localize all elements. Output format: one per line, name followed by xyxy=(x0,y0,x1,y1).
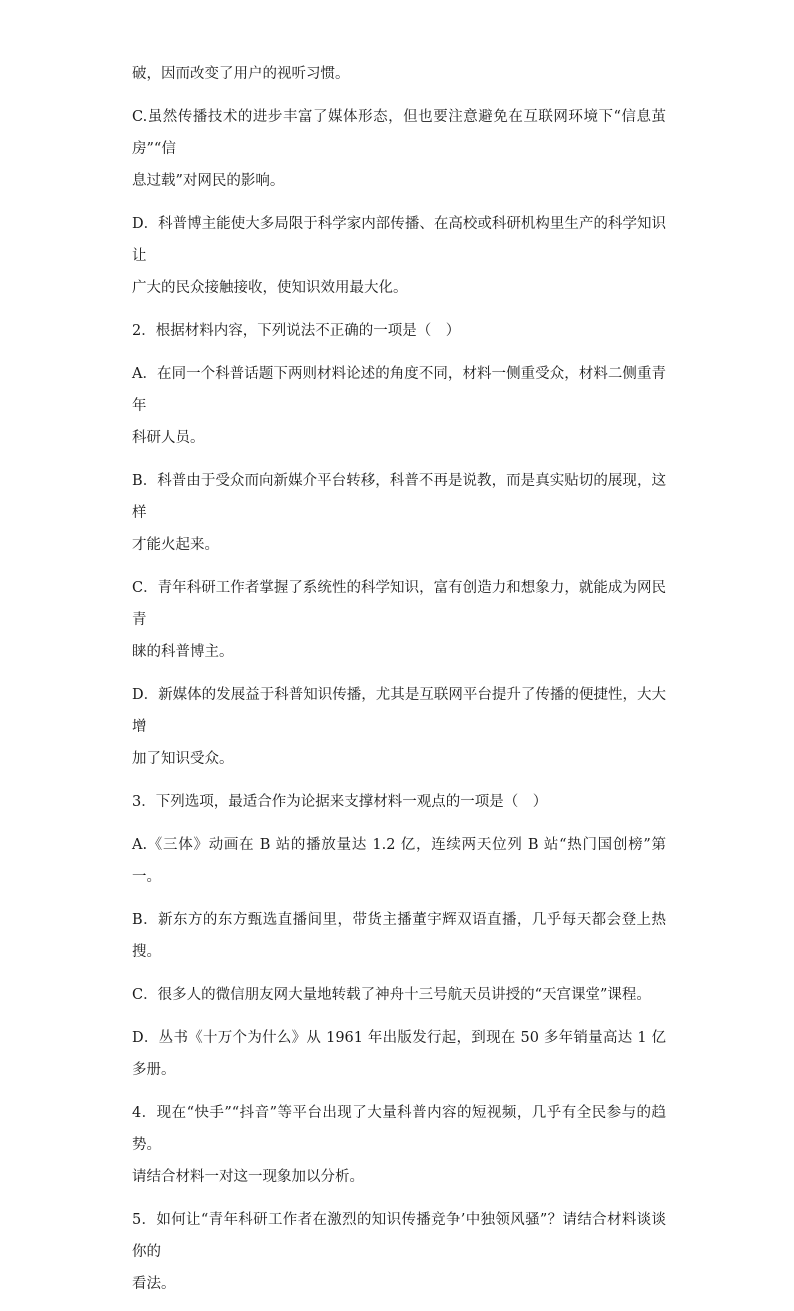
question-2-stem xyxy=(132,315,666,347)
text-line: A．在同一个科普话题下两则材料论述的角度不同，材料一侧重受众，材料二侧重青年 xyxy=(132,366,666,414)
text-line: 4．现在“快手”“抖音”等平台出现了大量科普内容的短视频，几乎有全民参与的趋势。 xyxy=(132,1105,666,1153)
text-line: D．新媒体的发展益于科普知识传播，尤其是互联网平台提升了传播的便捷性，大大增 xyxy=(132,687,666,735)
question-3-stem xyxy=(132,786,666,818)
text-line: C．很多人的微信朋友网大量地转载了神舟十三号航天员讲授的“天宫课堂”课程。 xyxy=(132,987,651,1003)
text-line: 科研人员。 xyxy=(132,430,205,446)
q1-option-c xyxy=(132,101,666,197)
text-line: 广大的民众接触接收，使知识效用最大化。 xyxy=(132,280,408,296)
text-line: A.《三体》动画在 B 站的播放量达 1.2 亿，连续两天位列 B 站“热门国创榜”第一。 xyxy=(132,837,666,885)
q1-option-d xyxy=(132,208,666,304)
q2-option-a xyxy=(132,358,666,454)
text-line: 2．根据材料内容，下列说法不正确的一项是（ ） xyxy=(132,323,461,339)
text-line: 加了知识受众。 xyxy=(132,751,234,767)
q2-option-b xyxy=(132,465,666,561)
text-line: 睐的科普博主。 xyxy=(132,644,234,660)
text-line: D．科普博主能使大多局限于科学家内部传播、在高校或科研机构里生产的科学知识让 xyxy=(132,216,666,264)
q3-option-c xyxy=(132,979,666,1011)
paragraph-continuation xyxy=(132,58,666,90)
question-5 xyxy=(132,1204,666,1300)
text-line: 请结合材料一对这一现象加以分析。 xyxy=(132,1169,364,1185)
text-line: 3．下列选项，最适合作为论据来支撑材料一观点的一项是（ ） xyxy=(132,794,548,810)
q2-option-c xyxy=(132,572,666,668)
text-line: B．新东方的东方甄选直播间里，带货主播董宇辉双语直播，几乎每天都会登上热搜。 xyxy=(132,912,666,960)
q3-option-b xyxy=(132,904,666,968)
text-line: 才能火起来。 xyxy=(132,537,219,553)
question-4 xyxy=(132,1097,666,1193)
text-line: D．丛书《十万个为什么》从 1961 年出版发行起，到现在 50 多年销量高达 1 亿多册。 xyxy=(132,1030,666,1078)
text-line: C.虽然传播技术的进步丰富了媒体形态，但也要注意避免在互联网环境下“信息茧房”“信 xyxy=(132,109,666,157)
text-line: 看法。 xyxy=(132,1276,176,1292)
q3-option-d xyxy=(132,1022,666,1086)
text-line: 破，因而改变了用户的视听习惯。 xyxy=(132,66,350,82)
q2-option-d xyxy=(132,679,666,775)
document-body xyxy=(132,58,666,1311)
text-line: 5．如何让“青年科研工作者在激烈的知识传播竞争’中独领风骚”？请结合材料谈谈你的 xyxy=(132,1212,666,1260)
text-line: 息过载”对网民的影响。 xyxy=(132,173,285,189)
text-line: C．青年科研工作者掌握了系统性的科学知识，富有创造力和想象力，就能成为网民青 xyxy=(132,580,666,628)
text-line: B．科普由于受众而向新媒介平台转移，科普不再是说教，而是真实贴切的展现，这样 xyxy=(132,473,666,521)
q3-option-a xyxy=(132,829,666,893)
